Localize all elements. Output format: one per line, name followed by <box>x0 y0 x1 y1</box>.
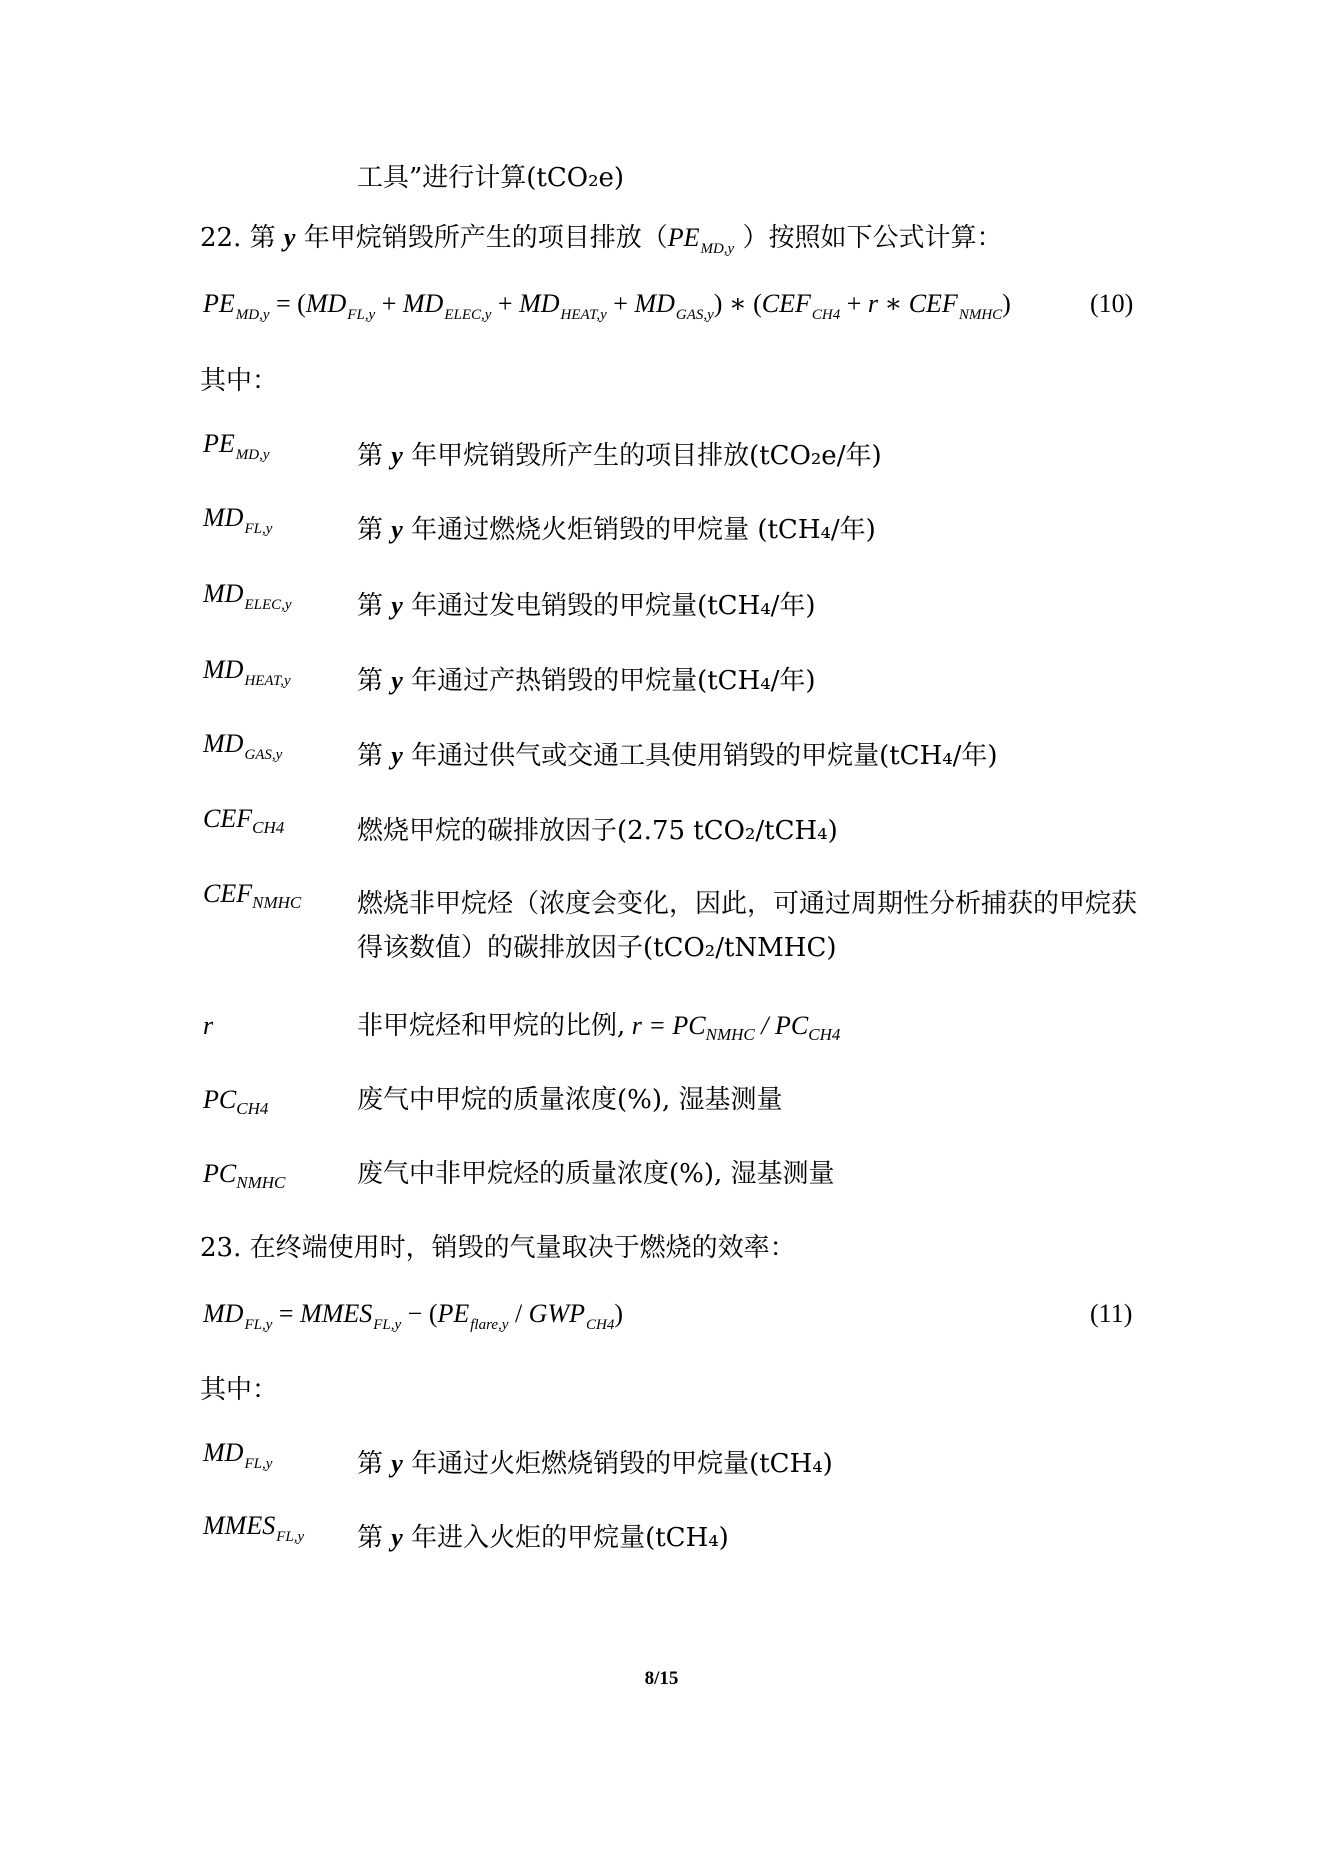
eq10-c1-sub: CH4 <box>811 307 841 323</box>
eq11-t2-sub: flare,y <box>470 1317 509 1333</box>
def-symbol: $MD_{HEAT,y}$ <box>203 655 291 689</box>
eq10-c2: CEF <box>908 289 958 318</box>
equation-11 <box>203 1298 623 1334</box>
equation-10 <box>203 288 1011 324</box>
def-description: 燃烧甲烷的碳排放因子(2.75 tCO₂/tCH₄) <box>357 816 838 846</box>
paragraph-22 <box>200 222 1003 258</box>
eq10-t4-sub: GAS,y <box>675 307 714 323</box>
def-symbol: $MD_{FL,y}$ <box>203 1438 273 1472</box>
equation-10-number: (10) <box>1090 289 1134 318</box>
eq11-t2: PE <box>437 1299 470 1328</box>
def-description: 废气中甲烷的质量浓度(%), 湿基测量 <box>357 1085 783 1115</box>
eq10-mid: ) ∗ ( <box>713 289 762 318</box>
eq10-t2: MD <box>402 289 444 318</box>
eq10-plus-c: + <box>606 289 635 318</box>
paragraph-23: 23. 在终端使用时，销毁的气量取决于燃烧的效率： <box>200 1233 796 1263</box>
eq11-t1: MMES <box>300 1299 373 1328</box>
eq11-minus: − ( <box>401 1299 438 1328</box>
def-symbol: $CEF_{NMHC}$ <box>203 879 302 912</box>
eq11-lhs-sub: FL,y <box>244 1317 273 1333</box>
eq10-c1: CEF <box>761 289 811 318</box>
p22-text: 年甲烷销毁所产生的项目排放（ <box>303 223 668 253</box>
def-symbol: $PC_{CH4}$ <box>203 1085 269 1118</box>
where-label-2: 其中： <box>200 1375 279 1405</box>
eq10-star: ∗ <box>878 289 909 318</box>
eq11-t1-sub: FL,y <box>373 1317 402 1333</box>
eq10-plus-b: + <box>491 289 520 318</box>
eq10-plus2: + <box>840 289 868 318</box>
p22-y: y <box>283 223 296 252</box>
eq10-lhs-sub: MD,y <box>235 307 270 323</box>
eq11-slash: / <box>508 1299 529 1328</box>
def-symbol: $MD_{GAS,y}$ <box>203 729 283 763</box>
p22-symbol: PE <box>667 223 700 252</box>
def-symbol: $MD_{FL,y}$ <box>203 503 273 537</box>
def-symbol: $CEF_{CH4}$ <box>203 804 285 837</box>
eq10-lhs: PE <box>203 289 235 318</box>
def-symbol: r <box>203 1011 214 1040</box>
eq10-t3: MD <box>519 289 560 318</box>
equation-11-number: (11) <box>1090 1299 1133 1328</box>
def-description: 非甲烷烃和甲烷的比例, $r = PC_{NMHC} / PC_{CH4}$ <box>357 1011 841 1044</box>
eq11-lhs: MD <box>203 1299 244 1328</box>
def-description: 第 y 年通过发电销毁的甲烷量(tCH₄/年) <box>357 591 816 621</box>
eq10-t1-sub: FL,y <box>347 307 376 323</box>
p22-symbol-sub: MD,y <box>700 241 735 257</box>
eq10-t4: MD <box>634 289 675 318</box>
eq11-close: ) <box>614 1299 624 1328</box>
def-symbol: $MD_{ELEC,y}$ <box>203 579 292 613</box>
eq10-close: ) <box>1002 289 1011 318</box>
def-symbol: $PE_{MD,y}$ <box>203 429 270 463</box>
eq11-eq: = <box>272 1299 301 1328</box>
def-description: 燃烧非甲烷烃（浓度会变化，因此，可通过周期性分析捕获的甲烷获得该数值）的碳排放因子(tCO₂/tNMHC) <box>357 889 1138 963</box>
p22-prefix: 22. 第 <box>200 223 276 253</box>
continuation-line: 工具”进行计算(tCO₂e) <box>357 163 625 193</box>
where-label-1: 其中： <box>200 366 279 396</box>
def-symbol: $PC_{NMHC}$ <box>203 1159 286 1192</box>
eq11-t3-sub: CH4 <box>586 1317 615 1333</box>
def-description: 第 y 年通过产热销毁的甲烷量(tCH₄/年) <box>357 666 816 696</box>
eq10-t1: MD <box>305 289 347 318</box>
def-description: 第 y 年通过供气或交通工具使用销毁的甲烷量(tCH₄/年) <box>357 741 998 771</box>
eq10-c2-sub: NMHC <box>958 307 1003 323</box>
def-symbol: $MMES_{FL,y}$ <box>203 1511 305 1545</box>
eq10-t2-sub: ELEC,y <box>444 307 492 323</box>
def-description: 第 y 年通过火炬燃烧销毁的甲烷量(tCH₄) <box>357 1449 833 1479</box>
eq10-eq: = ( <box>269 289 306 318</box>
eq10-r: r <box>867 289 879 318</box>
def-description: 第 y 年甲烷销毁所产生的项目排放(tCO₂e/年) <box>357 441 882 471</box>
eq11-t3: GWP <box>528 1299 585 1328</box>
page-number: 8/15 <box>644 1668 679 1689</box>
def-description: 第 y 年通过燃烧火炬销毁的甲烷量 (tCH₄/年) <box>357 515 876 545</box>
p22-tail: ）按照如下公式计算： <box>742 223 1003 253</box>
def-description: 第 y 年进入火炬的甲烷量(tCH₄) <box>357 1523 729 1553</box>
eq10-plus-a: + <box>375 289 403 318</box>
def-description: 废气中非甲烷烃的质量浓度(%), 湿基测量 <box>357 1159 835 1189</box>
eq10-t3-sub: HEAT,y <box>560 307 607 323</box>
